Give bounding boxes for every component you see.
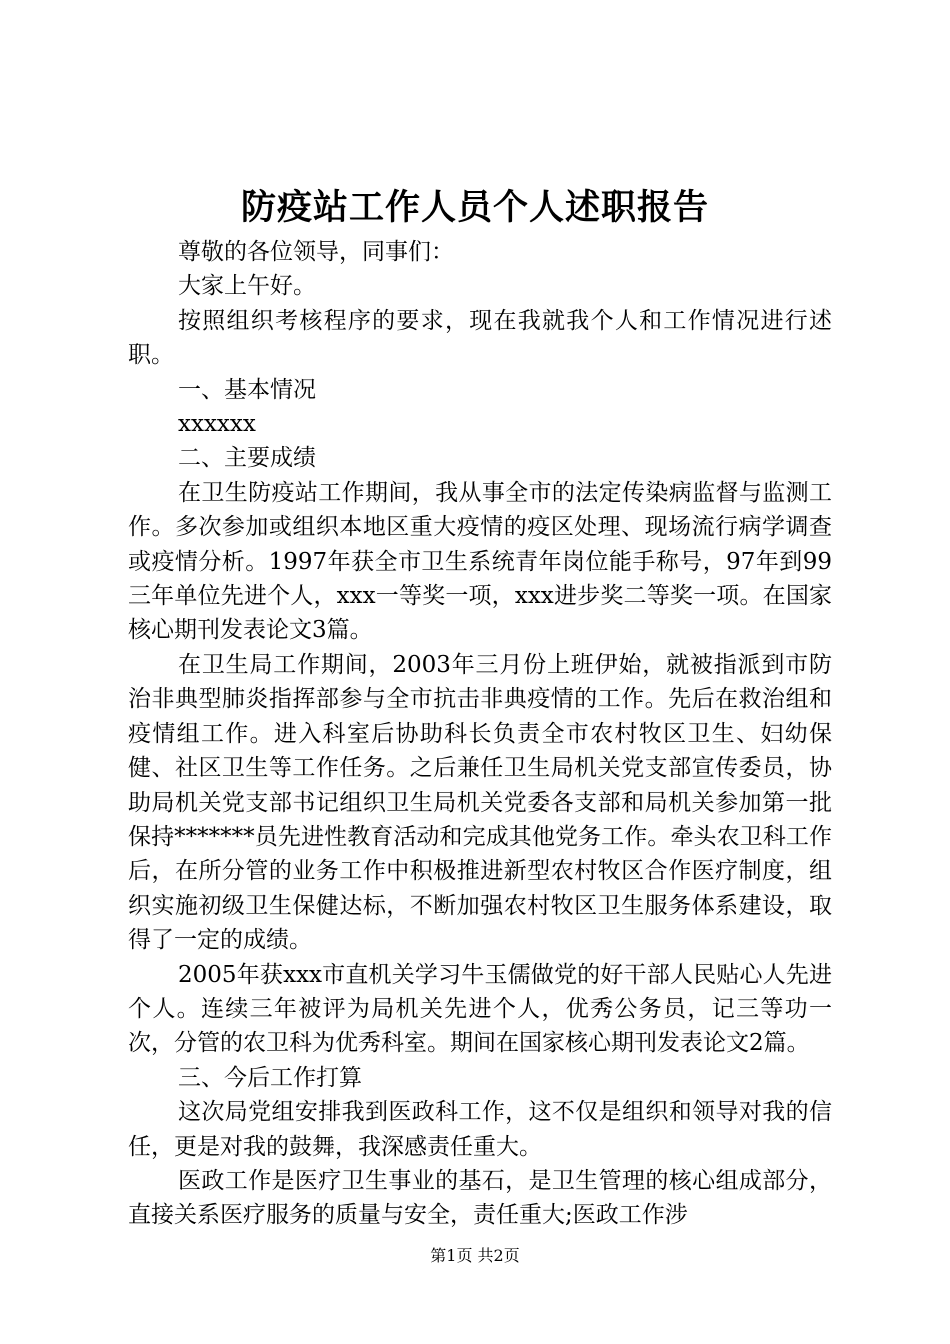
paragraph-salutation: 大家上午好。 (178, 273, 316, 300)
paragraph-new-assignment: 这次局党组安排我到医政科工作，这不仅是组织和领导对我的信任，更是对我的鼓舞，我深感责任重大。 (128, 1099, 832, 1160)
section-heading-plans: 三、今后工作打算 (178, 1064, 362, 1091)
document-title: 防疫站工作人员个人述职报告 (240, 187, 709, 228)
section-heading-basic: 一、基本情况 (178, 376, 316, 403)
page-footer: 第1页 共2页 (430, 1246, 520, 1265)
section-heading-achievements: 二、主要成绩 (178, 445, 316, 472)
paragraph-epidemic-station: 在卫生防疫站工作期间，我从事全市的法定传染病监督与监测工作。多次参加或组织本地区重大疫情的疫区处理、现场流行病学调查或疫情分析。1997年获全市卫生系统青年岗位能手称号，97年到99三年单位先进个人，xxx一等奖一项，xxx进步奖二等奖一项。在国家核心期刊发表论文3篇。 (128, 479, 832, 644)
paragraph-medical-admin: 医政工作是医疗卫生事业的基石，是卫生管理的核心组成部分，直接关系医疗服务的质量与安全，责任重大;医政工作涉 (128, 1167, 832, 1229)
paragraph-intro: 按照组织考核程序的要求，现在我就我个人和工作情况进行述职。 (128, 307, 832, 369)
document-body (128, 235, 832, 1233)
paragraph-basic-info: xxxxxx (178, 411, 256, 438)
paragraph-greeting: 尊敬的各位领导，同事们： (178, 239, 454, 265)
paragraph-awards: 2005年获xxx市直机关学习牛玉儒做党的好干部人民贴心人先进个人。连续三年被评为局机关先进个人，优秀公务员，记三等功一次，分管的农卫科为优秀科室。期间在国家核心期刊发表论文2篇。 (128, 961, 832, 1057)
paragraph-health-bureau: 在卫生局工作期间，2003年三月份上班伊始，就被指派到市防治非典型肺炎指挥部参与全市抗击非典疫情的工作。先后在救治组和疫情组工作。进入科室后协助科长负责全市农村牧区卫生、妇幼保健、社区卫生等工作任务。之后兼任卫生局机关党支部宣传委员，协助局机关党支部书记组织卫生局机关党委各支部和局机关参加第一批保持*******员先进性教育活动和完成其他党务工作。牵头农卫科工作后，在所分管的业务工作中积极推进新型农村牧区合作医疗制度，组织实施初级卫生保健达标，不断加强农村牧区卫生服务体系建设，取得了一定的成绩。 (128, 651, 832, 954)
